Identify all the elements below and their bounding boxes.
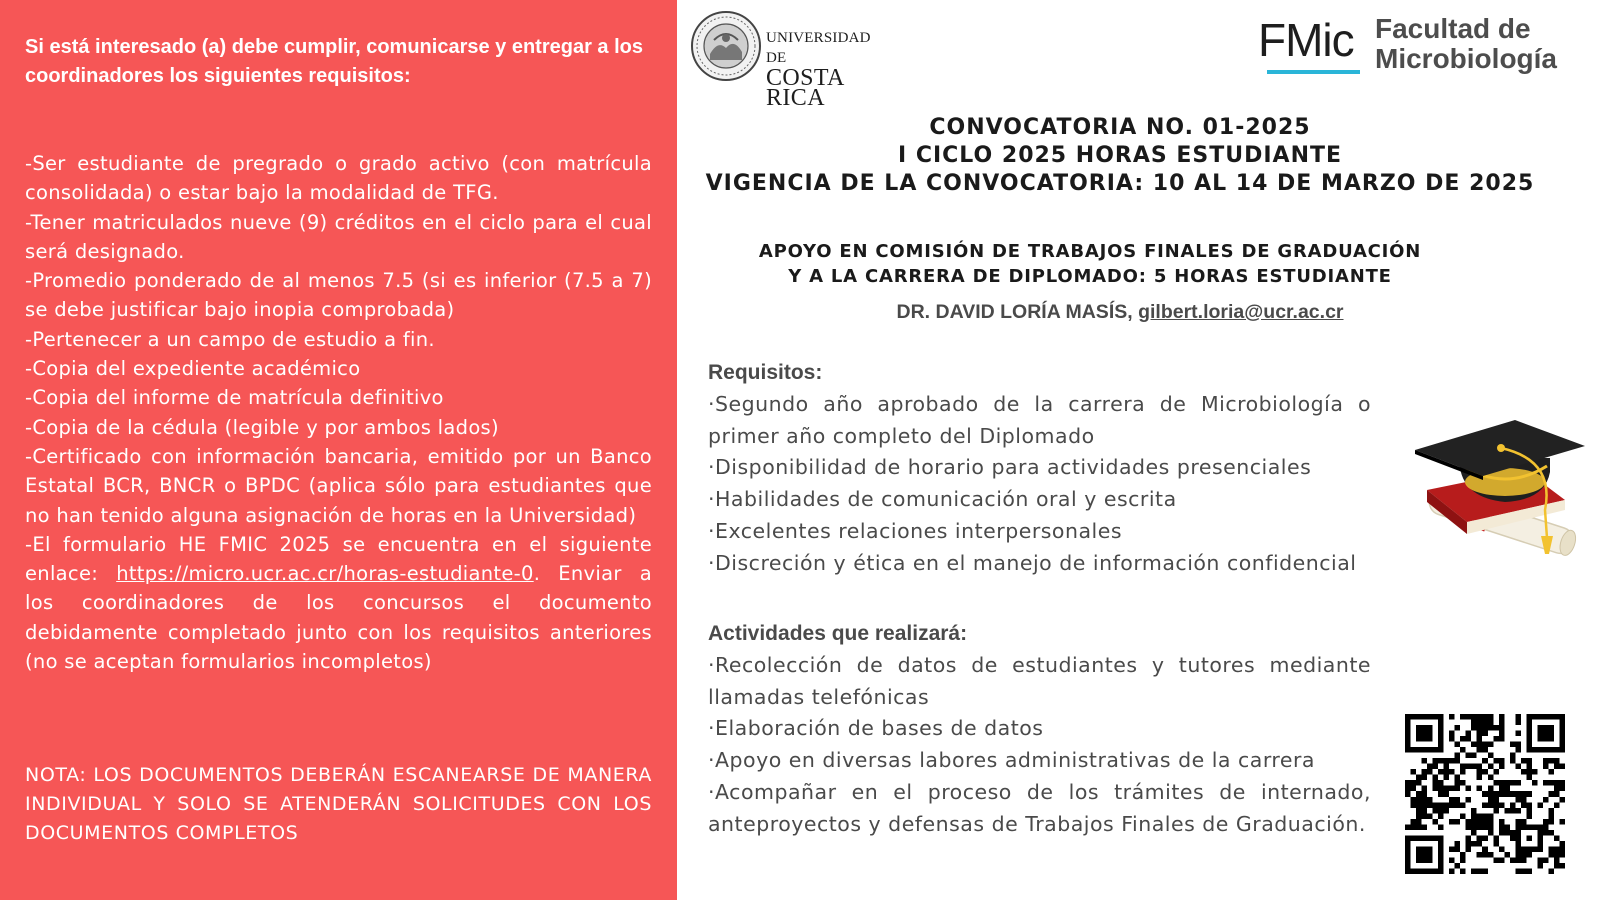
form-text-after: . Enviar a los coordinadores de los concursos el documento debidamente completado junto con los requisitos anteriores (no se aceptan formularios incompletos) [25,562,652,674]
coordinator-email-link[interactable]: gilbert.loria@ucr.ac.cr [1138,301,1344,323]
actividades-list [708,650,1371,840]
convocatoria-title [700,114,1540,198]
ucr-name [766,28,890,111]
left-requirement-item: -Ser estudiante de pregrado o grado activo (con matrícula consolidada) o estar bajo la modalidad de TFG. [25,152,652,205]
graduation-cap-icon [1405,420,1590,570]
ucr-logo [690,10,890,111]
requisito-item: ·Discreción y ética en el manejo de información confidencial [708,550,1357,575]
convocatoria-line2: I CICLO 2025 HORAS ESTUDIANTE [897,143,1343,168]
form-text-before: -El formulario HE FMIC 2025 se encuentra en el siguiente enlace: [25,532,652,586]
actividad-item: ·Acompañar en el proceso de los trámites de internado, anteproyectos y defensas de Trabajos Finales de Graduación. [708,779,1371,836]
fmic-faculty-name [1375,14,1557,74]
ucr-name-line1: UNIVERSIDAD DE [766,30,871,66]
requisito-item: ·Habilidades de comunicación oral y escrita [708,487,1177,512]
fmic-name-line1: Facultad de [1375,13,1531,44]
actividad-item: ·Apoyo en diversas labores administrativas de la carrera [708,748,1315,773]
requisitos-heading: Requisitos: [708,361,823,384]
requisito-item: ·Segundo año aprobado de la carrera de Microbiología o primer año completo del Diplomado [708,392,1371,448]
form-requirement-item [25,530,652,676]
requisito-item: ·Excelentes relaciones interpersonales [708,518,1123,543]
qr-code-icon [1405,714,1565,874]
position-line1: APOYO EN COMISIÓN DE TRABAJOS FINALES DE GRADUACIÓN [758,241,1422,262]
actividad-item: ·Recolección de datos de estudiantes y tutores mediante llamadas telefónicas [708,653,1371,709]
fmic-logo [1255,12,1595,78]
fmic-name-line2: Microbiología [1375,43,1557,74]
documents-note: NOTA: LOS DOCUMENTOS DEBERÁN ESCANEARSE DE MANERA INDIVIDUAL Y SOLO SE ATENDERÁN SOLICITUDES CON LOS DOCUMENTOS COMPLETOS [25,764,652,844]
ucr-seal-icon [690,10,762,82]
requisito-item: ·Disponibilidad de horario para actividades presenciales [708,455,1312,480]
actividades-heading: Actividades que realizará: [708,622,968,645]
actividad-item: ·Elaboración de bases de datos [708,716,1044,741]
ucr-name-line2: COSTA RICA [766,65,844,111]
requisitos-section [708,357,1371,579]
convocatoria-line3: VIGENCIA DE LA CONVOCATORIA: 10 AL 14 DE MARZO DE 2025 [705,171,1535,196]
left-requirement-item: -Pertenecer a un campo de estudio a fin. [25,327,435,351]
left-requirements-list [25,149,652,676]
left-requirement-item: -Certificado con información bancaria, emitido por un Banco Estatal BCR, BNCR o BPDC (aplica sólo para estudiantes que no han tenido alguna asignación de horas en la Universidad) [25,444,652,527]
actividades-section [708,618,1371,840]
left-requirement-item: -Promedio ponderado de al menos 7.5 (si es inferior (7.5 a 7) se debe justificar bajo inopia comprobada) [25,269,652,322]
position-line2: Y A LA CARRERA DE DIPLOMADO: 5 HORAS ESTUDIANTE [788,266,1392,287]
left-requirement-item: -Copia del informe de matrícula definitivo [25,386,444,410]
left-intro-text: Si está interesado (a) debe cumplir, comunicarse y entregar a los coordinadores los siguientes requisitos: [25,36,644,87]
left-requirement-item: -Tener matriculados nueve (9) créditos en el ciclo para el cual será designado. [25,210,652,263]
position-title [720,239,1460,289]
convocatoria-line1: CONVOCATORIA NO. 01-2025 [929,115,1311,140]
coordinator-contact [700,299,1540,325]
left-requirement-item: -Copia de la cédula (legible y por ambos lados) [25,415,499,439]
requisitos-list [708,389,1371,579]
form-link[interactable]: https://micro.ucr.ac.cr/horas-estudiante-0 [116,562,534,586]
left-requirement-item: -Copia del expediente académico [25,357,361,381]
left-info-panel [0,0,677,900]
fmic-accent-bar [1267,70,1360,74]
fmic-mark: FMic [1258,14,1354,66]
coordinator-name: DR. DAVID LORÍA MASÍS, [896,301,1139,323]
